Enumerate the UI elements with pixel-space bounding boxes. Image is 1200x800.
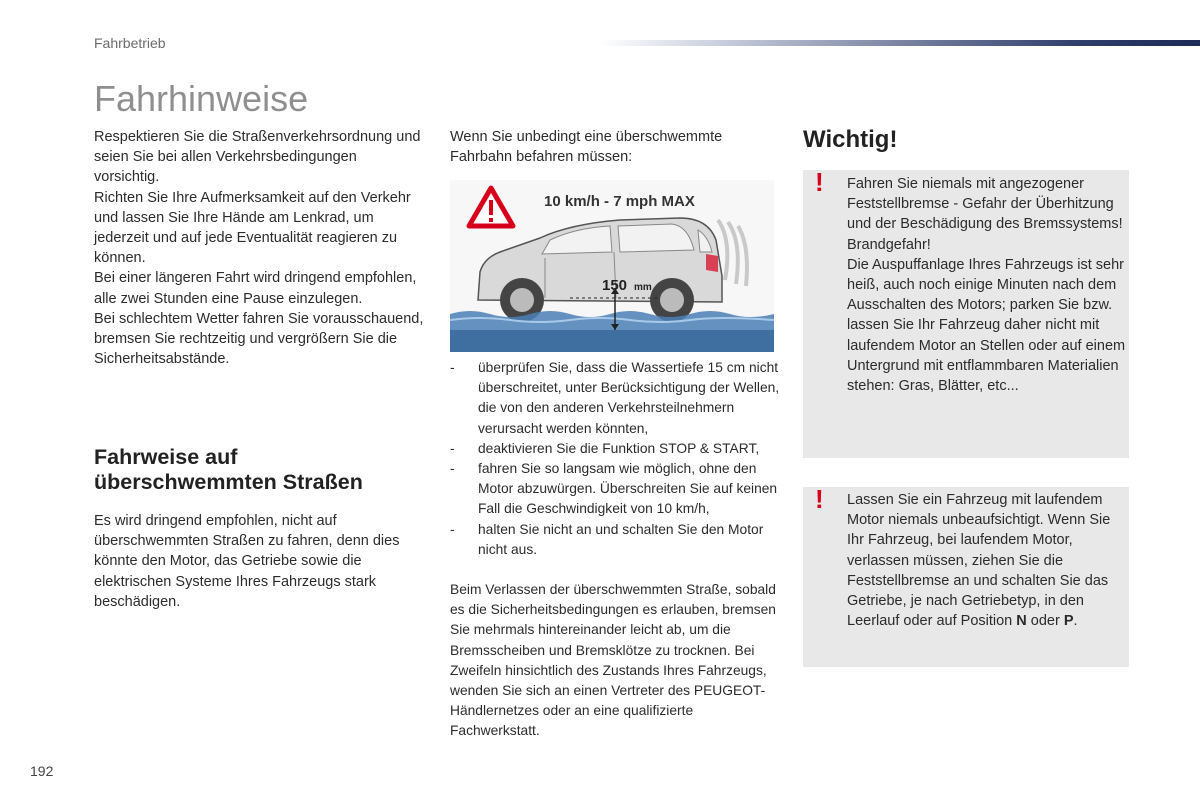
paragraph: Es wird dringend empfohlen, nicht auf überschwemmten Straßen zu fahren, denn dies könnte den Motor, das Getriebe sowie die elektrischen Systeme Ihres Fahrzeugs stark beschädigen. xyxy=(94,513,400,610)
paragraph: Richten Sie Ihre Aufmerksamkeit auf den Verkehr und lassen Sie Ihre Hände am Lenkrad, um jederzeit und auf jede Eventualität reagieren zu können. xyxy=(94,189,411,267)
warning-text xyxy=(847,174,1127,396)
warning-box-parking-brake xyxy=(803,167,1129,458)
important-title: Wichtig! xyxy=(803,126,898,153)
speed-limit-label: 10 km/h - 7 mph MAX xyxy=(544,193,695,210)
warning-line: Fahren Sie niemals mit angezogener Feststellbremse - Gefahr der Überhitzung und der Beschädigung des Bremssystems! xyxy=(847,176,1123,233)
list-item: - deaktivieren Sie die Funktion STOP & START, xyxy=(450,439,780,459)
flooded-road-illustration xyxy=(450,180,774,352)
warning-triangle-icon xyxy=(469,188,513,226)
exclamation-icon: ! xyxy=(815,167,824,197)
page-title: Fahrhinweise xyxy=(94,78,309,119)
section-title: Fahrweise auf überschwemmten Straßen xyxy=(94,445,363,494)
car-icon xyxy=(478,218,722,322)
paragraph: Bei schlechtem Wetter fahren Sie vorausschauend, bremsen Sie rechtzeitig und vergrößern Sie die Sicherheitsabstände. xyxy=(94,310,424,368)
warning-text xyxy=(847,490,1127,631)
gear-n: N xyxy=(1016,613,1027,630)
flood-instructions-list xyxy=(450,358,780,560)
depth-unit: mm xyxy=(634,282,652,293)
list-item: - halten Sie nicht an und schalten Sie den Motor nicht aus. xyxy=(450,520,780,560)
depth-value: 150 xyxy=(602,277,628,294)
water-icon xyxy=(450,311,774,352)
section-text xyxy=(94,511,424,612)
warning-text-part: oder xyxy=(1026,613,1064,630)
warning-line: Brandgefahr! xyxy=(847,236,931,253)
intro-column xyxy=(94,127,424,369)
paragraph: Beim Verlassen der überschwemmten Straße, sobald es die Sicherheitsbedingungen es erlauben, bremsen Sie mehrmals hintereinander leicht ab, um die Bremsscheiben und Bremsklötze zu trocknen. Bei Zweifeln hinsichtlich des Zustands Ihres Fahrzeugs, wenden Sie sich an einen Vertreter des PEUGEOT-Händlernetzes oder an eine qualifizierte Fachwerkstatt. xyxy=(450,582,776,739)
header-gradient-bar xyxy=(600,40,1200,46)
warning-text-part: Lassen Sie ein Fahrzeug mit laufendem Motor niemals unbeaufsichtigt. Wenn Sie Ihr Fahrzeug, bei laufendem Motor, verlassen müssen, ziehen Sie die Feststellbremse an und schalten Sie das Getriebe, je nach Getriebetyp, in den Leerlauf oder auf Position xyxy=(847,492,1111,630)
paragraph: Respektieren Sie die Straßenverkehrsordnung und seien Sie bei allen Verkehrsbedingungen vorsichtig. xyxy=(94,129,421,186)
car-water-drawing xyxy=(450,180,774,352)
section-header: Fahrbetrieb xyxy=(94,35,166,51)
list-item: - überprüfen Sie, dass die Wassertiefe 15 cm nicht überschreitet, unter Berücksichtigung der Wellen, die von den anderen Verkehrsteilnehmern verursacht werden könnten, xyxy=(450,358,780,439)
warning-box-unattended xyxy=(803,484,1129,667)
warning-line xyxy=(847,490,1127,631)
paragraph: Wenn Sie unbedingt eine überschwemmte Fahrbahn befahren müssen: xyxy=(450,129,723,166)
gear-p: P xyxy=(1063,613,1074,630)
exclamation-icon: ! xyxy=(815,484,824,514)
page-number: 192 xyxy=(30,763,54,779)
flood-outro xyxy=(450,580,780,742)
flood-intro xyxy=(450,127,780,167)
warning-text-part: . xyxy=(1073,613,1078,630)
paragraph: Bei einer längeren Fahrt wird dringend empfohlen, alle zwei Stunden eine Pause einzulegen. xyxy=(94,270,417,307)
list-item: - fahren Sie so langsam wie möglich, ohne den Motor abzuwürgen. Überschreiten Sie auf keinen Fall die Geschwindigkeit von 10 km/h, xyxy=(450,459,780,520)
warning-line: Die Auspuffanlage Ihres Fahrzeugs ist sehr heiß, auch noch einige Minuten nach dem Ausschalten des Motors; parken Sie bzw. lassen Sie Ihr Fahrzeug daher nicht mit laufendem Motor an Stellen oder auf einem Untergrund mit entflammbaren Materialien stehen: Gras, Blätter, etc... xyxy=(847,256,1126,395)
